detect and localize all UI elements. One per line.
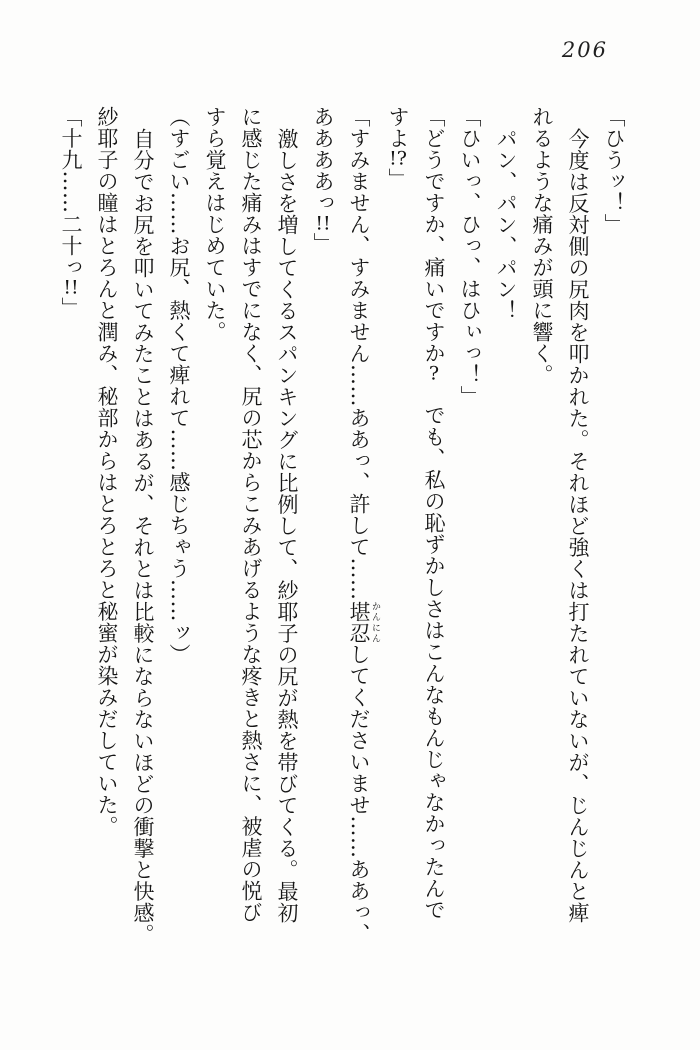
text-line: [341, 106, 380, 990]
text-run: ああああっ: [311, 106, 335, 214]
text-run: に感じた痛みはすでになく、尻の芯からこみあげるような疼きと熱さに、被虐の悦び: [239, 106, 263, 923]
text-run: 」: [59, 297, 83, 319]
text-run: 「すみません、すみません……ああっ、許して……: [347, 106, 371, 601]
text-run: してくださいませ……ああっ、: [347, 643, 371, 945]
text-line: [53, 106, 89, 990]
text-run: 今度は反対側の尻肉を叩かれた。それほど強くは打たれていないが、じんじんと痺: [566, 127, 590, 923]
text-line: [596, 106, 632, 990]
text-run: パン、パン、パン！: [494, 127, 518, 321]
text-run: 「ひいっ、ひっ、はひぃっ！」: [458, 106, 482, 407]
text-run: 紗耶子の瞳はとろんと潤み、秘部からはとろとろと秘蜜が染みだしていた。: [95, 106, 119, 837]
tate-chu-yoko: !!: [63, 278, 79, 297]
tate-chu-yoko: ?: [428, 364, 440, 383]
text-run: すら覚えはじめていた。: [203, 106, 227, 343]
text-run: 自分でお尻を叩いてみたことはあるが、それとは比較にならないほどの衝撃と快感。: [131, 127, 155, 945]
page-text: [53, 106, 632, 990]
text-line: [452, 106, 488, 990]
text-line: [197, 106, 233, 990]
text-run: （すごい……お尻、熱くて痺れて……感じちゃう……ッ）: [167, 106, 191, 665]
text-line: [488, 106, 524, 990]
text-run: 」: [311, 232, 335, 254]
text-line: [125, 106, 161, 990]
text-line: [524, 106, 560, 990]
text-run: 激しさを増してくるスパンキングに比例して、紗耶子の尻が熱を帯びてくる。最初: [275, 127, 299, 923]
text-run: 」: [386, 168, 410, 190]
text-line: [89, 106, 125, 990]
text-run: でも、私の恥ずかしさはこんなもんじゃなかったんで: [422, 383, 446, 921]
tate-chu-yoko: !!: [315, 213, 331, 233]
text-line: [233, 106, 269, 990]
tate-chu-yoko: !?: [389, 149, 407, 168]
text-line: [305, 106, 341, 990]
text-line: [161, 106, 197, 990]
text-run: れるような痛みが頭に響く。: [530, 106, 554, 386]
text-line: [416, 106, 452, 990]
page-number: 206: [561, 38, 608, 62]
text-line: [560, 106, 596, 990]
text-line: [269, 106, 305, 990]
text-line: [380, 106, 416, 990]
ruby-annotated-word: 堪忍 かんにん: [347, 600, 380, 644]
text-run: 「十九……二十っ: [59, 106, 83, 278]
text-run: 「ひうッ！」: [602, 106, 626, 235]
text-run: すよ: [386, 106, 410, 149]
text-run: 「どうですか、痛いですか: [422, 106, 446, 364]
